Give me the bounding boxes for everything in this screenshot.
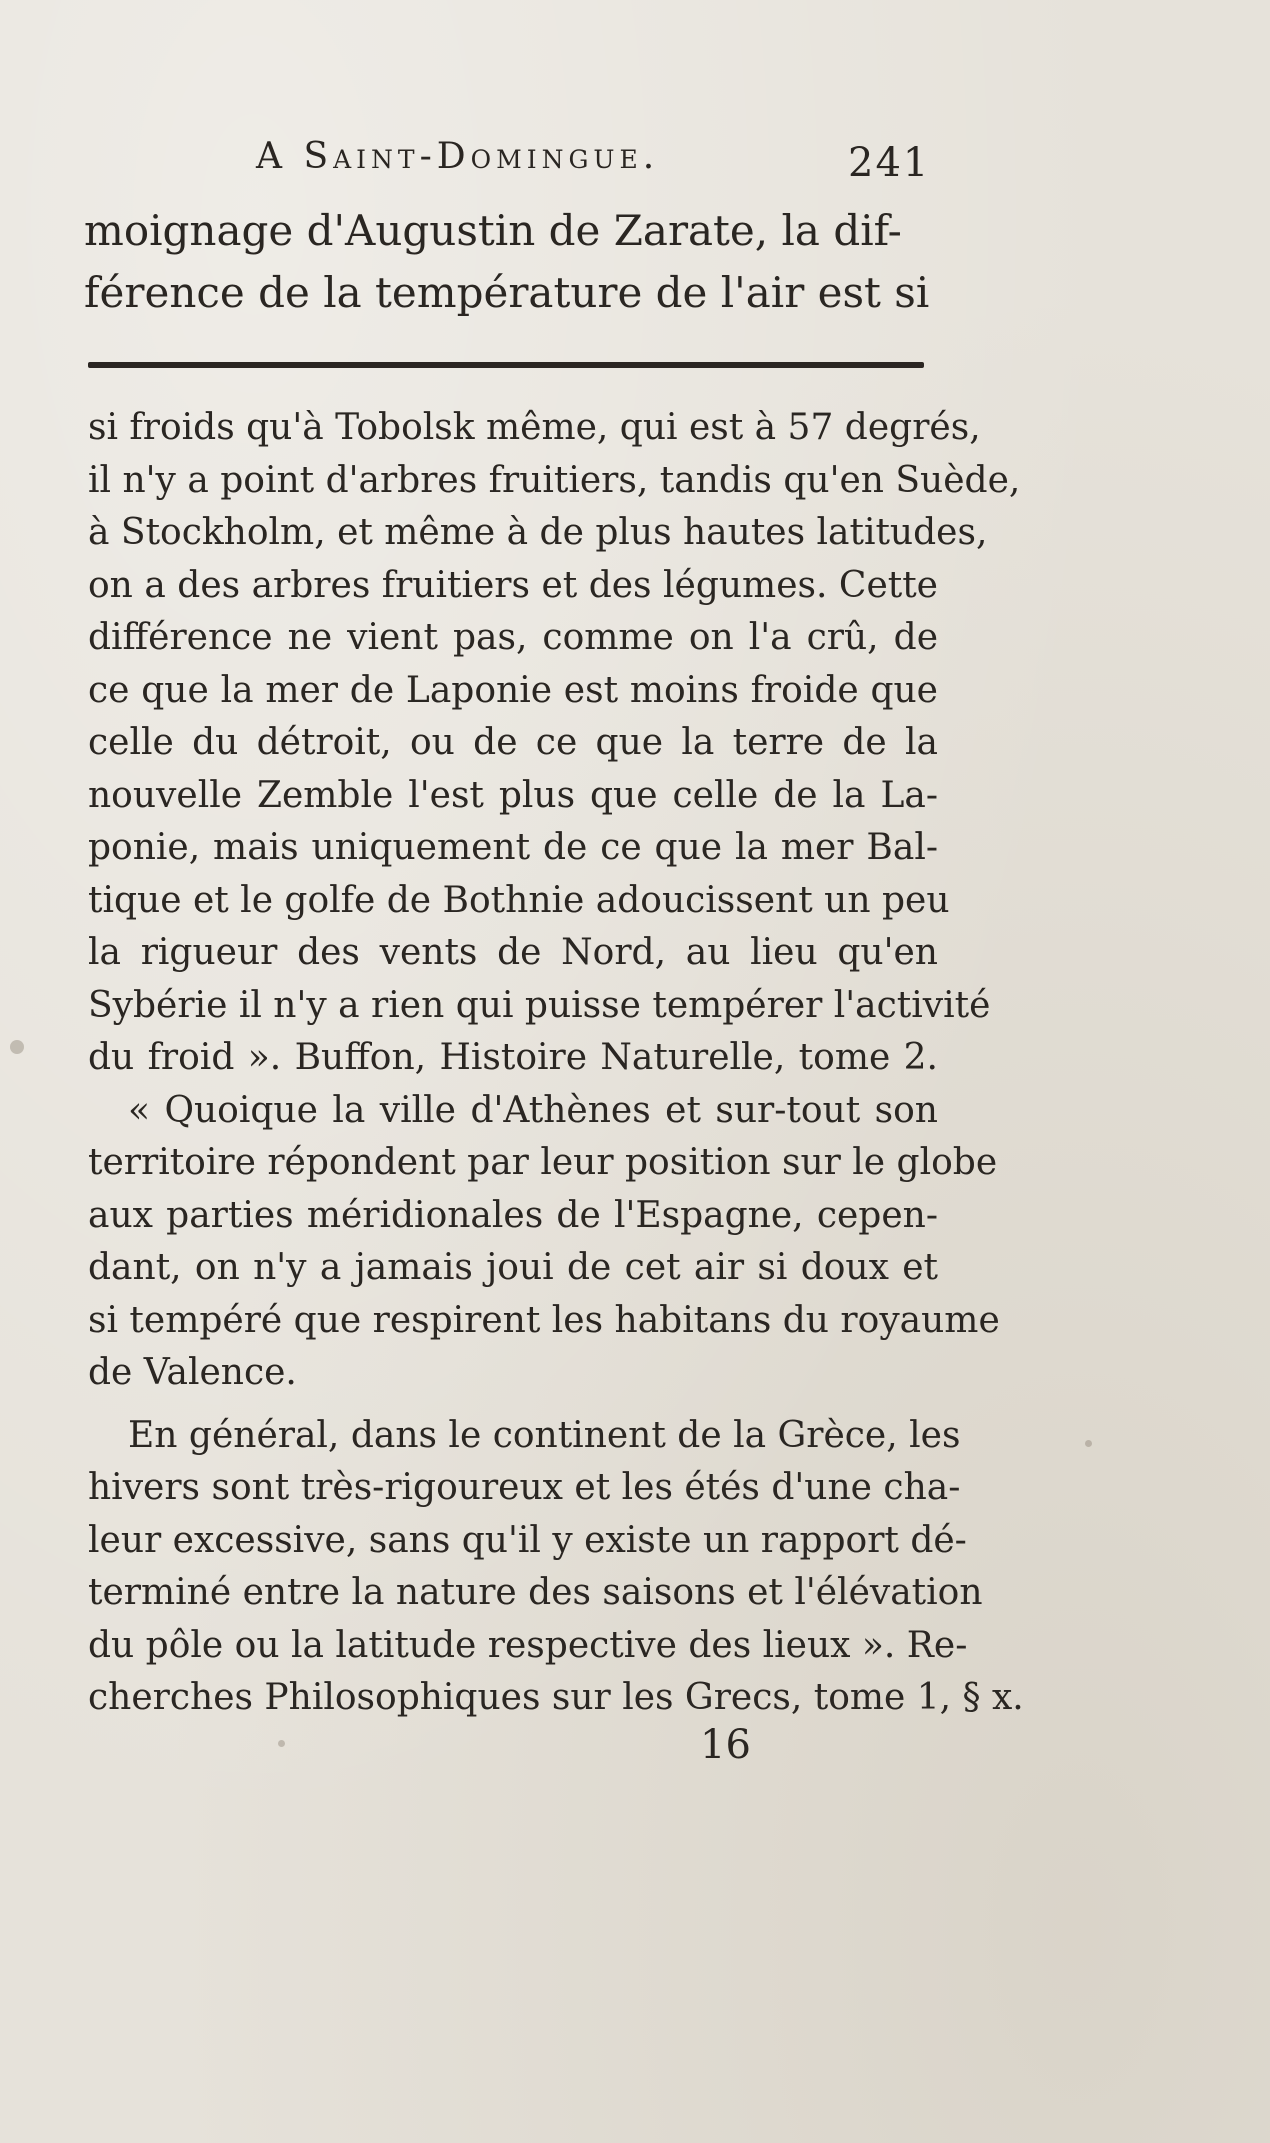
- page-number: 241: [848, 140, 931, 186]
- footnote-line: aux parties méridionales de l'Espagne, cepen-: [88, 1194, 938, 1236]
- footnote-line: si tempéré que respirent les habitans du royaume: [88, 1299, 1000, 1341]
- footnote-line: il n'y a point d'arbres fruitiers, tandis qu'en Suède,: [88, 459, 1021, 501]
- paper-stain: [1085, 1440, 1092, 1447]
- footnote-line: différence ne vient pas, comme on l'a crû, de: [88, 617, 938, 658]
- footnote-line: nouvelle Zemble l'est plus que celle de la La-: [88, 774, 938, 816]
- footnote-line: cherches Philosophiques sur les Grecs, tome 1, § x.: [88, 1677, 1024, 1718]
- footnote-line: du pôle ou la latitude respective des lieux ». Re-: [88, 1624, 968, 1666]
- main-text: [84, 200, 934, 324]
- footnote-line: « Quoique la ville d'Athènes et sur-tout son: [128, 1089, 938, 1131]
- paper-stain: [10, 1040, 24, 1054]
- footnote-line: ce que la mer de Laponie est moins froide que: [88, 669, 938, 711]
- footnote-line: du froid ». Buffon, Histoire Naturelle, tome 2.: [88, 1037, 938, 1078]
- footnote-line: tique et le golfe de Bothnie adoucissent un peu: [88, 879, 950, 921]
- footnote-line: si froids qu'à Tobolsk même, qui est à 57 degrés,: [88, 407, 981, 448]
- paper-stain: [278, 1740, 285, 1747]
- text-line: férence de la température de l'air est si: [84, 268, 930, 317]
- running-title: A Saint-Domingue.: [256, 136, 660, 177]
- footnote-line: dant, on n'y a jamais joui de cet air si doux et: [88, 1247, 938, 1288]
- footnote-line: celle du détroit, ou de ce que la terre de la: [88, 722, 938, 763]
- footnote-line: territoire répondent par leur position sur le globe: [88, 1142, 998, 1183]
- footnote-line: terminé entre la nature des saisons et l'élévation: [88, 1572, 983, 1613]
- footnote-line: En général, dans le continent de la Grèce, les: [128, 1414, 961, 1456]
- signature-mark: 16: [700, 1722, 751, 1768]
- footnote-line: on a des arbres fruitiers et des légumes. Cette: [88, 564, 938, 606]
- footnote-line: hivers sont très-rigoureux et les étés d'une cha-: [88, 1467, 961, 1508]
- footnote-line: la rigueur des vents de Nord, au lieu qu'en: [88, 932, 938, 973]
- footnote-rule: [88, 362, 924, 368]
- footnote-line: leur excessive, sans qu'il y existe un rapport dé-: [88, 1519, 967, 1561]
- footnote-line: ponie, mais uniquement de ce que la mer Bal-: [88, 827, 938, 868]
- footnote: [88, 402, 1024, 1725]
- footnote-line: à Stockholm, et même à de plus hautes latitudes,: [88, 512, 988, 553]
- text-line: moignage d'Augustin de Zarate, la dif-: [84, 206, 902, 255]
- footnote-line: de Valence.: [88, 1352, 297, 1393]
- footnote-line: Sybérie il n'y a rien qui puisse tempérer l'activité: [88, 984, 991, 1026]
